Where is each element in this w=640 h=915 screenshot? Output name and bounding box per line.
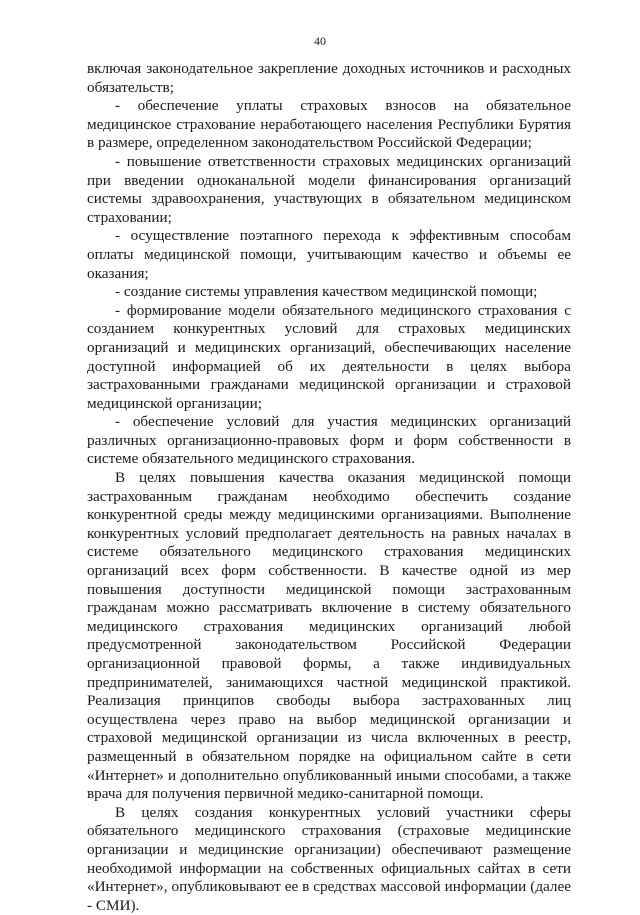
paragraph-continuation: включая законодательное закрепление доходных источников и расходных обязательств;	[87, 60, 571, 96]
list-item-insurer-responsibility: - повышение ответственности страховых медицинских организаций при введении одноканальной модели финансирования организаций системы здравоохранения, участвующих в обязательном медицинском страховании;	[87, 152, 571, 226]
list-item-insurance-model: - формирование модели обязательного медицинского страхования с созданием конкурентных условий для страховых медицинских организаций и медицинских организаций, обеспечивающих население доступной информацией об их деятельности в целях выбора застрахованными гражданами медицинской организации и страховой медицинской организации;	[87, 301, 571, 412]
list-item-payment-methods: - осуществление поэтапного перехода к эффективным способам оплаты медицинской помощи, учитывающим качество и объемы ее оказания;	[87, 227, 571, 282]
list-item-participation-conditions: - обеспечение условий для участия медицинских организаций различных организационно-правовых форм и форм собственности в системе обязательного медицинского страхования.	[87, 413, 571, 468]
list-item-insurance-contributions: - обеспечение уплаты страховых взносов на обязательное медицинское страхование неработающего населения Республики Бурятия в размере, определенном законодательством Российской Федерации;	[87, 97, 571, 152]
paragraph-competitive-environment: В целях повышения качества оказания медицинской помощи застрахованным гражданам необходимо обеспечить создание конкурентной среды между медицинскими организациями. Выполнение конкурентных условий предполагает деятельность на равных началах в системе обязательного медицинского страхования медицинских организаций всех форм собственности. В качестве одной из мер повышения доступности медицинской помощи застрахованным гражданам можно рассматривать включение в систему обязательного медицинского страхования медицинских организаций любой предусмотренной законодательством Российской Федерации организационной правовой формы, а также индивидуальных предпринимателей, занимающихся частной медицинской практикой. Реализация принципов свободы выбора застрахованных лиц осуществлена через право на выбор медицинской организации и страховой медицинской организации из числа включенных в реестр, размещенный в обязательном порядке на официальном сайте в сети «Интернет» и дополнительно опубликованный иными способами, а также врача для получения первичной медико-санитарной помощи.	[87, 469, 571, 803]
page-number: 40	[314, 34, 326, 48]
document-body	[87, 60, 571, 915]
list-item-quality-management: - создание системы управления качеством медицинской помощи;	[115, 283, 538, 301]
paragraph-information-disclosure: В целях создания конкурентных условий участники сферы обязательного медицинского страхования (страховые медицинские организации и медицинские организации) обеспечивают размещение необходимой информации на собственных официальных сайтах в сети «Интернет», опубликовывают ее в средствах массовой информации (далее - СМИ).	[87, 803, 571, 914]
